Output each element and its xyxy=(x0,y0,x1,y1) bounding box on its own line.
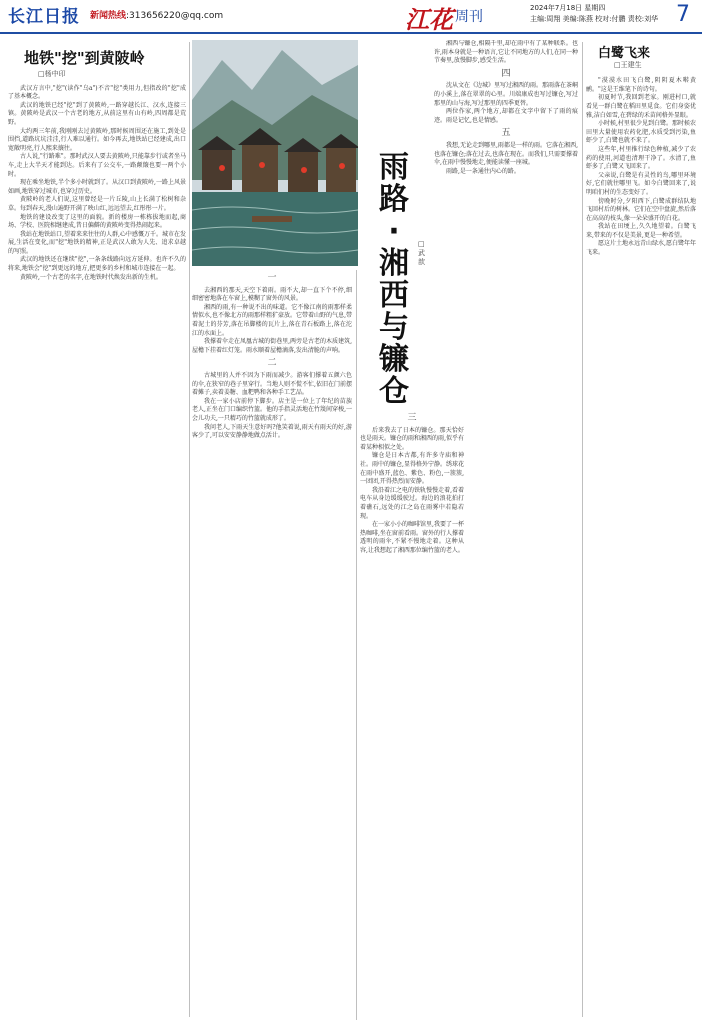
main-article-col3 xyxy=(434,40,578,1020)
title-char: 仓 xyxy=(379,374,409,409)
paragraph: 小时候,村里很少见到白鹭。那时候农田里大量使用农药化肥,水质受到污染,鱼虾少了,白鹭也就不来了。 xyxy=(586,120,696,145)
hotline-label: 新闻热线 xyxy=(90,11,127,21)
left-article-title: 地铁"挖"到黄陂岭 xyxy=(24,49,145,67)
paragraph: 我问老人,下雨天生意好吗?他笑着说,雨天有雨天的好,游客少了,可以安安静静地做点活计。 xyxy=(192,423,352,440)
column-divider xyxy=(189,42,190,1017)
hotline-email: :313656220@qq.com xyxy=(126,11,224,21)
paragraph: 武汉方言中,"挖"(读作"乌a")不音"挖"类用力,但指改的"挖"成了基本概念。 xyxy=(8,84,186,101)
left-article-author: □杨中印 xyxy=(38,70,66,78)
paragraph: 去湘西的那天,天空下着雨。雨不大,却一直下个不停,细细密密地落在车窗上,模糊了窗外的风景。 xyxy=(192,286,352,303)
supplement-logo: 江花 xyxy=(405,5,453,34)
section-number: 一 xyxy=(267,273,277,283)
paragraph: 这些年,村里推行绿色种植,减少了农药的使用,河道也清理干净了。水清了,鱼虾多了,白鹭又飞回来了。 xyxy=(586,145,696,171)
section-number: 三 xyxy=(407,413,417,423)
paragraph: 武汉的地铁还在继续"挖",一条条线路向远方延伸。也许不久的将来,地铁会"挖"到更远的地方,把更多的乡村和城市连接在一起。 xyxy=(8,256,186,273)
paragraph: 愿这片土地永远青山绿水,愿白鹭年年飞来。 xyxy=(586,240,696,257)
right-article xyxy=(586,40,696,1020)
paragraph: 在一家小小的咖啡馆里,我要了一杯热咖啡,坐在窗前看雨。窗外的行人撑着透明的雨伞,不紧不慢地走着。这种从容,让我想起了湘西那位编竹篮的老人。 xyxy=(360,521,464,554)
section-number: 五 xyxy=(501,128,511,139)
title-char: 路 xyxy=(379,182,409,217)
main-article-author: □武歆 xyxy=(418,240,425,266)
main-article-title xyxy=(364,150,424,409)
editorial-staff: 主编:周翔 美编:陈燕 校对:付鹏 责校:刘华 xyxy=(530,15,659,23)
paragraph: 武汉的地铁已经"挖"到了黄陂岭,一路穿越长江、汉水,连接三镇。黄陂岭是武汉一个古老的地方,从前这里有山有岭,四周都是荒野。 xyxy=(8,101,186,126)
paragraph: 我想,无论走到哪里,雨都是一样的雨。它落在湘西,也落在镰仓;落在过去,也落在现在。而我们,只需要撑着伞,在雨中慢慢地走,便能读懂一座城。 xyxy=(434,141,578,167)
paragraph: 现在乘坐地铁,半个多小时就到了。从汉口到黄陂岭,一路上风景如画,地铁穿过城市,也穿过历史。 xyxy=(8,179,186,195)
paragraph: 我站在地铁站口,望着来来往往的人群,心中感慨万千。城市在发展,生活在变化,而"挖"地铁的精神,正是武汉人敢为人先、追求卓越的写照。 xyxy=(8,230,186,255)
paragraph: 初夏时节,我回到老家。刚进村口,就看见一群白鹭在稻田里觅食。它们身姿优雅,洁白如雪,在碧绿的禾苗间格外显眼。 xyxy=(586,94,696,119)
hotline xyxy=(90,8,223,21)
paragraph: 沈从文在《边城》里写过湘西的雨。那雨落在茶峒的小溪上,落在翠翠的心里。川端康成也写过镰仓,写过那里的山与海,写过那里的四季更替。 xyxy=(434,82,578,107)
right-article-title: 白鹭飞来 xyxy=(598,46,651,61)
paragraph: 湘西与镰仓,相隔千里,却在雨中有了某种联系。也许,雨本身就是一种语言,它让不同地方的人们,在同一种节奏里,放慢脚步,感受生活。 xyxy=(434,40,578,65)
section-number: 四 xyxy=(501,68,511,79)
paragraph: 古城里的人并不因为下雨而减少。游客们撑着五颜六色的伞,在狭窄的巷子里穿行。当地人则不慌不忙,依旧在门前摆着摊子,卖着姜糖、血粑鸭和各种手工艺品。 xyxy=(192,371,352,397)
supplement-section: 周刊 xyxy=(455,9,483,25)
paragraph: 我撑着伞走在凤凰古城的街巷里,两旁是古老的木质建筑,屋檐下挂着红灯笼。雨水顺着屋檐滴落,发出清脆的声响。 xyxy=(192,338,352,354)
title-char: · xyxy=(388,214,400,249)
paragraph: 大约两三年前,我刚刚去过黄陂岭,那时候周围还在施工,到处是围挡,道路坑坑洼洼,行人难以通行。如今再去,地铁站已经建成,出口宽敞明亮,行人熙来攘往。 xyxy=(8,127,186,152)
title-char: 西 xyxy=(379,278,409,313)
paragraph: 后来我去了日本的镰仓。那天恰好也是雨天。镰仓的雨和湘西的雨,似乎有着某种相似之处。 xyxy=(360,426,464,451)
paragraph: 古人说,"行路难"。那时武汉人要去黄陂岭,只能靠步行或者坐马车,走上大半天才能到达。后来有了公交车,一路颠簸也要一两个小时。 xyxy=(8,153,186,178)
paragraph: 我站在田埂上,久久地望着。白鹭飞来,带来的不仅是美景,更是一种希望。 xyxy=(586,223,696,239)
paragraph: 黄陂岭,一个古老的名字,在地铁时代焕发出新的生机。 xyxy=(20,273,162,281)
paragraph: 地铁的建设改变了这里的面貌。新的楼房一栋栋拔地而起,商场、学校、医院相继建成,昔日偏僻的黄陂岭变得热闹起来。 xyxy=(8,213,186,230)
paragraph: 雨路,是一条通往内心的路。 xyxy=(446,167,520,175)
column-divider xyxy=(582,42,583,1017)
paragraph: 我沿着江之电的铁轨慢慢走着,看着电车从身边缓缓驶过。海边的浪花拍打着礁石,远处的江之岛在雨雾中若隐若现。 xyxy=(360,486,464,520)
paragraph: 镰仓是日本古都,有许多寺庙和神社。雨中的镰仓,显得格外宁静。绣球花在雨中盛开,蓝色、紫色、粉色,一簇簇,一团团,开得热烈而安静。 xyxy=(360,452,464,486)
title-char: 镰 xyxy=(379,342,409,377)
masthead xyxy=(0,0,702,34)
title-char: 雨 xyxy=(379,150,409,185)
newspaper-brand: 长江日报 xyxy=(8,7,80,27)
paragraph: "漠漠水田飞白鹭,阴阴夏木啭黄鹂。"这是王维笔下的诗句。 xyxy=(586,77,696,93)
paragraph: 傍晚时分,夕阳西下,白鹭成群结队地飞回村后的树林。它们在空中盘旋,然后落在高高的枝头,像一朵朵盛开的白花。 xyxy=(586,197,696,222)
title-char: 与 xyxy=(379,310,409,345)
issue-date: 2024年7月18日 星期四 xyxy=(530,4,606,12)
paragraph: 我在一家小店前停下脚步。店主是一位上了年纪的苗族老人,正坐在门口编织竹篮。他的手指灵活地在竹篾间穿梭,一会儿功夫,一只精巧的竹篮就成形了。 xyxy=(192,397,352,422)
column-divider xyxy=(356,270,357,1020)
paragraph: 湘西的雨,有一种说不出的味道。它不像江南的雨那样柔情似水,也不像北方的雨那样粗犷豪放。它带着山野的气息,带着泥土的芬芳,落在吊脚楼的瓦片上,落在青石板路上,落在沱江的水面上。 xyxy=(192,303,352,337)
page-number: 7 xyxy=(676,2,690,27)
left-article xyxy=(8,40,186,1020)
title-char: 湘 xyxy=(379,246,409,281)
paragraph: 父亲说,白鹭是有灵性的鸟,哪里环境好,它们就往哪里飞。如今白鹭回来了,说明咱们村的生态变好了。 xyxy=(586,171,696,196)
paragraph: 两位作家,两个地方,却都在文字中留下了雨的痕迹。雨是记忆,也是情感。 xyxy=(434,108,578,124)
section-number: 二 xyxy=(267,358,277,369)
article-photo xyxy=(192,40,358,266)
paragraph: 黄陂岭的老人们说,这里曾经是一片丘陵,山上长满了松树和杂草。每到春天,漫山遍野开满了映山红,远远望去,红彤彤一片。 xyxy=(8,196,186,212)
right-article-author: □王建生 xyxy=(614,60,642,69)
main-article-col1 xyxy=(192,270,352,1020)
